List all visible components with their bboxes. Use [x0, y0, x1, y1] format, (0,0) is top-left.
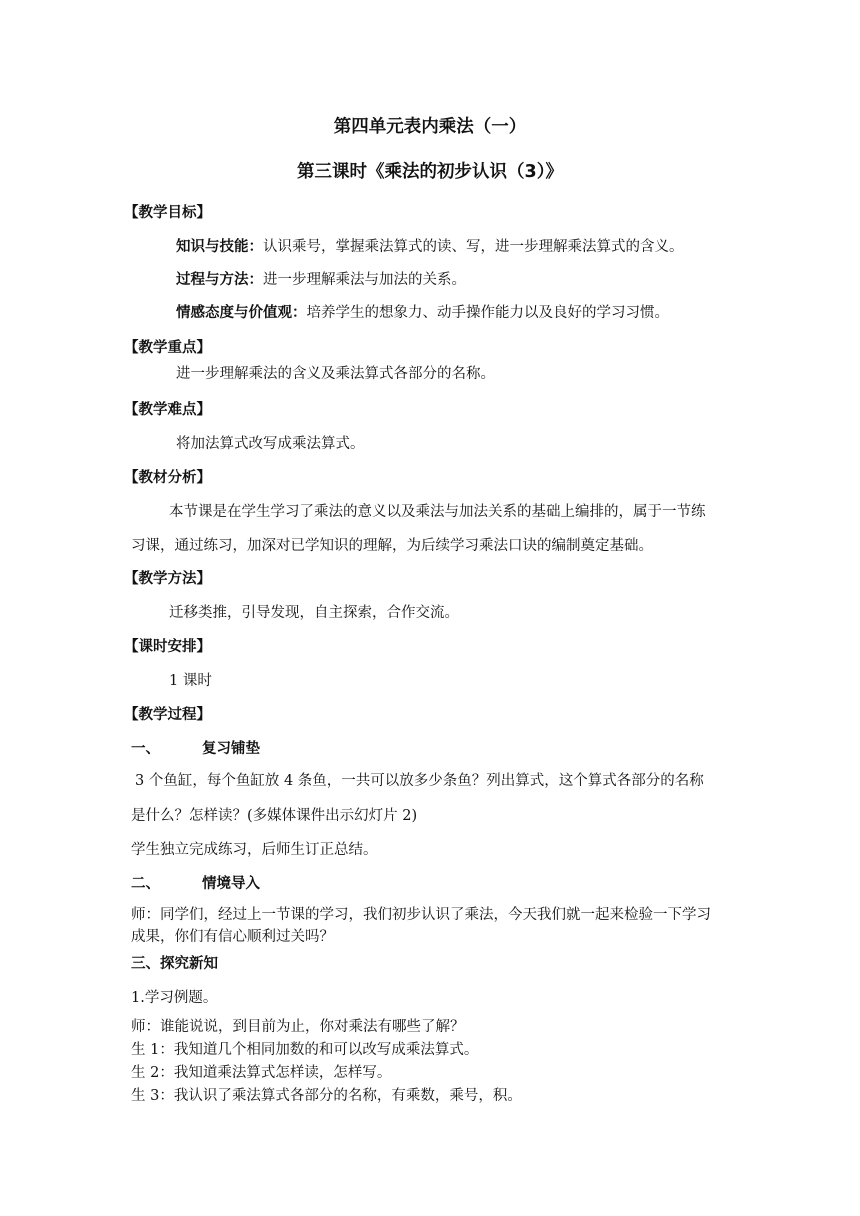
section-1-line-2: 是什么？怎样读？(多媒体课件出示幻灯片 2): [131, 808, 418, 824]
analysis-heading: 【教材分析】: [124, 470, 211, 486]
section-1-line-3: 学生独立完成练习，后师生订正总结。: [131, 842, 378, 858]
section-2-line-2: 成果，你们有信心顺利过关吗？: [131, 929, 334, 945]
section-1-number: 一、: [131, 741, 160, 757]
process-heading: 【教学过程】: [124, 707, 211, 723]
section-3-line-3: 生 2：我知道乘法算式怎样读，怎样写。: [131, 1065, 392, 1081]
goal-process: [176, 270, 466, 290]
section-1-line-1: 3 个鱼缸，每个鱼缸放 4 条鱼，一共可以放多少条鱼？列出算式，这个算式各部分的名称: [135, 773, 704, 789]
section-2-line-1: 师：同学们，经过上一节课的学习，我们初步认识了乘法，今天我们就一起来检验一下学习: [131, 907, 711, 923]
section-1-heading: [131, 739, 260, 759]
methods-heading: 【教学方法】: [124, 571, 211, 587]
section-3-item-1: 1.学习例题。: [131, 990, 218, 1006]
goal-knowledge-label: 知识与技能：: [176, 239, 263, 255]
goal-process-text: 进一步理解乘法与加法的关系。: [263, 272, 466, 288]
key-points-text: 进一步理解乘法的含义及乘法算式各部分的名称。: [176, 366, 495, 382]
key-points-heading: 【教学重点】: [124, 340, 211, 356]
goals-heading: 【教学目标】: [124, 205, 211, 221]
goal-emotion-text: 培养学生的想象力、动手操作能力以及良好的学习习惯。: [306, 305, 669, 321]
goal-emotion: [176, 303, 669, 323]
page-title: 第四单元表内乘法（一）: [333, 117, 527, 137]
schedule-heading: 【课时安排】: [124, 639, 211, 655]
difficulties-heading: 【教学难点】: [124, 402, 211, 418]
section-1-title: 复习铺垫: [202, 741, 260, 757]
schedule-text: 1 课时: [169, 673, 212, 689]
section-3-line-1: 师：谁能说说，到目前为止，你对乘法有哪些了解？: [131, 1019, 465, 1035]
goal-emotion-label: 情感态度与价值观：: [176, 305, 307, 321]
section-3-heading: 三、探究新知: [131, 956, 218, 972]
section-2-number: 二、: [131, 876, 160, 892]
goal-process-label: 过程与方法：: [176, 272, 263, 288]
analysis-line-1: 本节课是在学生学习了乘法的意义以及乘法与加法关系的基础上编排的，属于一节练: [169, 504, 706, 520]
section-3-line-2: 生 1：我知道几个相同加数的和可以改写成乘法算式。: [131, 1042, 479, 1058]
page-subtitle: 第三课时《乘法的初步认识（3）》: [297, 162, 563, 182]
goal-knowledge: [176, 237, 684, 257]
methods-text: 迁移类推，引导发现，自主探索，合作交流。: [169, 605, 459, 621]
analysis-line-2: 习课，通过练习，加深对已学知识的理解，为后续学习乘法口诀的编制奠定基础。: [131, 538, 653, 554]
difficulties-text: 将加法算式改写成乘法算式。: [176, 436, 365, 452]
section-2-heading: [131, 874, 260, 894]
section-3-line-4: 生 3：我认识了乘法算式各部分的名称，有乘数，乘号，积。: [131, 1088, 522, 1104]
section-2-title: 情境导入: [202, 876, 260, 892]
goal-knowledge-text: 认识乘号，掌握乘法算式的读、写，进一步理解乘法算式的含义。: [263, 239, 684, 255]
